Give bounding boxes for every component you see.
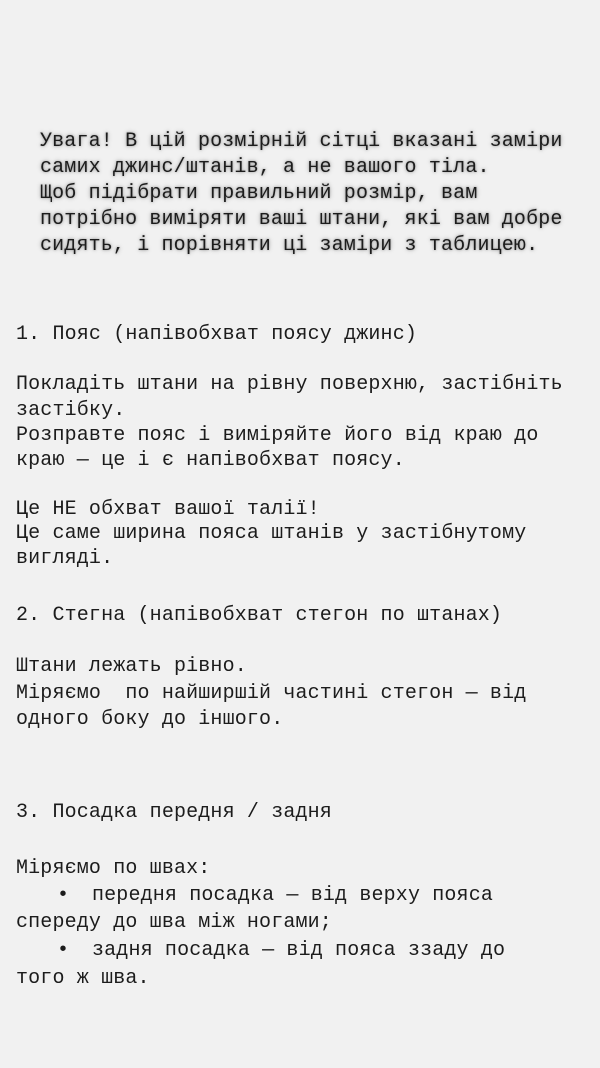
paragraph-line: Міряємо по швах: <box>16 857 211 880</box>
paragraph-line: Це саме ширина пояса штанів у застібнутому <box>16 522 527 545</box>
paragraph-line: застібку. <box>16 399 126 422</box>
paragraph-line: Покладіть штани на рівну поверхню, застібніть <box>16 373 563 396</box>
paragraph-line: краю — це і є напівобхват поясу. <box>16 449 405 472</box>
intro-line: потрібно виміряти ваші штани, які вам добре <box>40 208 563 231</box>
paragraph-line: одного боку до іншого. <box>16 708 284 731</box>
bullet-icon: • <box>57 884 70 907</box>
section-heading: 1. Пояс (напівобхват поясу джинс) <box>16 323 418 346</box>
section-heading: 2. Стегна (напівобхват стегон по штанах) <box>16 604 503 627</box>
paragraph-line: вигляді. <box>16 547 114 570</box>
intro-line: Увага! В цій розмірній сітці вказані заміри <box>40 130 563 153</box>
bullet-line: того ж шва. <box>16 967 150 990</box>
bullet-line: задня посадка — від пояса ззаду до <box>92 939 506 962</box>
paragraph-line: Розправте пояс і виміряйте його від краю до <box>16 424 539 447</box>
bullet-icon: • <box>57 939 70 962</box>
paragraph-line: Це НЕ обхват вашої талії! <box>16 498 320 521</box>
bullet-line: передня посадка — від верху пояса <box>92 884 494 907</box>
section-heading: 3. Посадка передня / задня <box>16 801 332 824</box>
intro-line: самих джинс/штанів, а не вашого тіла. <box>40 156 490 179</box>
bullet-line: спереду до шва між ногами; <box>16 911 332 934</box>
paragraph-line: Штани лежать рівно. <box>16 655 247 678</box>
intro-line: Щоб підібрати правильний розмір, вам <box>40 182 478 205</box>
paragraph-line: Міряємо по найширшій частині стегон — від <box>16 682 527 705</box>
intro-line: сидять, і порівняти ці заміри з таблицею. <box>40 234 539 257</box>
